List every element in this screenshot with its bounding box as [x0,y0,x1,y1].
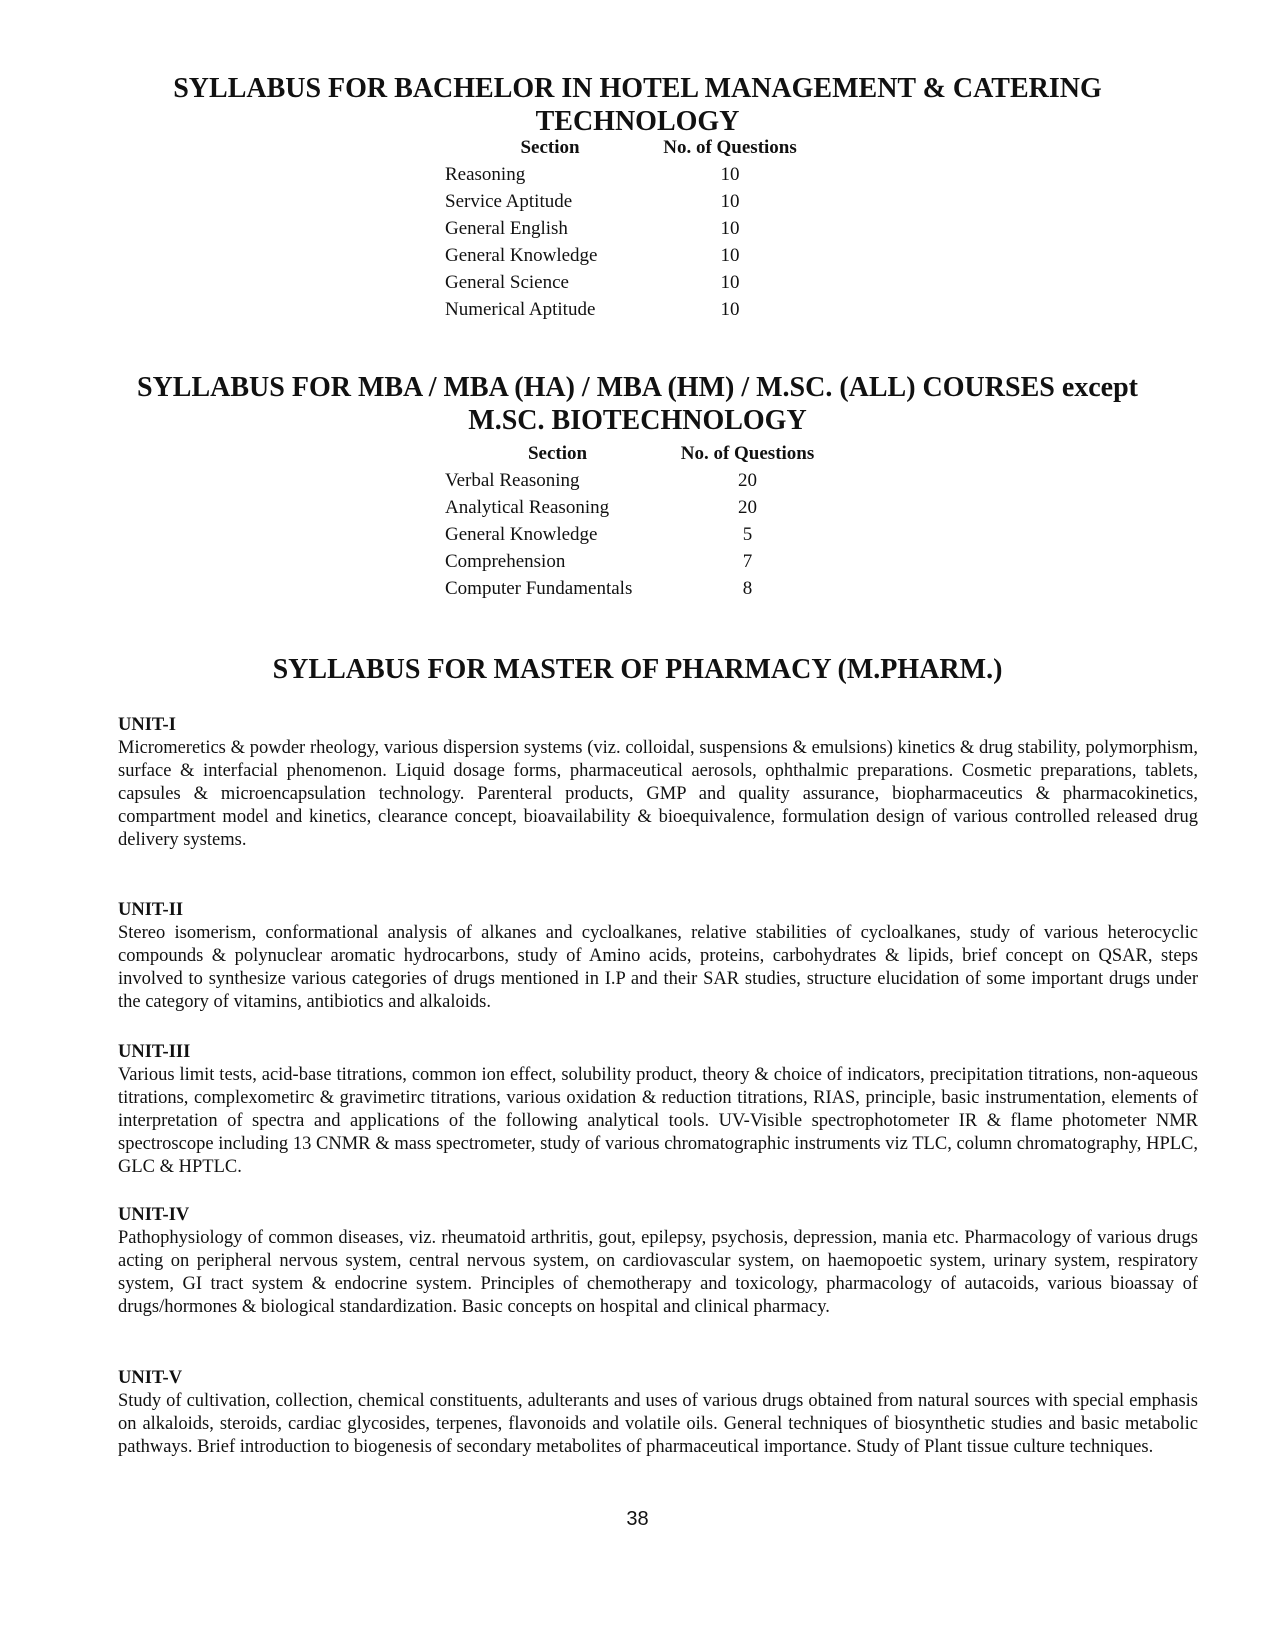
unit-text: Stereo isomerism, conformational analysis of alkanes and cycloalkanes, relative stabilities of cycloalkanes, study of various heterocyclic compounds & polynuclear aromatic hydrocarbons, study of Amino acids, proteins, carbohydrates & lipids, brief concept on QSAR, steps involved to synthesize various categories of drugs mentioned in I.P and their SAR studies, structure elucidation of some important drugs under the category of vitamins, antibiotics and alkaloids. [118,923,1198,1012]
column-header-section: Section [527,443,588,464]
column-header-section: Section [520,137,580,158]
unit-text: Micromeretics & powder rheology, various dispersion systems (viz. colloidal, suspensions & emulsions) kinetics & drug stability, polymorphism, surface & interfacial phenomenon. Liquid dosage forms, pharmaceutical aerosols, ophthalmic preparations. Cosmetic preparations, tablets, capsules & microencapsulation technology. Parenteral products, GMP and quality assurance, biopharmaceutics & pharmacokinetics, compartment model and kinetics, clearance concept, bioavailability & bioequivalence, formulation design of various controlled released drug delivery systems. [118,738,1198,850]
questions-cell: 10 [720,298,740,320]
questions-cell: 5 [742,523,753,545]
unit-heading: UNIT-IV [118,1205,190,1225]
table-row [445,161,805,188]
mba-title-line2: M.SC. BIOTECHNOLOGY [468,405,807,436]
questions-cell: 20 [738,496,757,518]
table-row [445,494,825,521]
bhm-question-table [445,135,805,323]
section-cell: Service Aptitude [445,190,573,212]
column-header-questions: No. of Questions [663,137,797,158]
unit-text: Study of cultivation, collection, chemical constituents, adulterants and uses of various drugs obtained from natural sources with special emphasis on alkaloids, steroids, cardiac glycosides, terpenes, flavonoids and volatile oils. General techniques of biosynthetic studies and basic metabolic pathways. Brief introduction to biogenesis of secondary metabolites of pharmaceutical importance. Study of Plant tissue culture techniques. [118,1391,1198,1457]
section-cell: Computer Fundamentals [445,577,633,599]
questions-cell: 10 [720,217,740,239]
mba-title-line1: SYLLABUS FOR MBA / MBA (HA) / MBA (HM) / M.SC. (ALL) COURSES except [137,372,1138,403]
section-cell: General Knowledge [445,244,598,266]
unit-block-2 [118,899,1198,1014]
mba-title [0,371,1275,437]
bhm-title-line1: SYLLABUS FOR BACHELOR IN HOTEL MANAGEMENT & CATERING [173,73,1102,104]
mba-question-table [445,441,825,602]
unit-text: Various limit tests, acid-base titrations, common ion effect, solubility product, theory & choice of indicators, precipitation titrations, non-aqueous titrations, complexometirc & gravimetirc titrations, various oxidation & reduction titrations, RIAS, principle, basic instrumentation, elements of interpretation of spectra and applications of the following analytical tools. UV-Visible spectrophotometer IR & flame photometer NMR spectroscope including 13 CNMR & mass spectrometer, study of various chromatographic instruments viz TLC, column chromatography, HPLC, GLC & HPTLC. [118,1065,1198,1177]
section-cell: Verbal Reasoning [445,469,580,491]
unit-heading: UNIT-II [118,900,184,920]
section-cell: Analytical Reasoning [445,496,610,518]
page-number: 38 [626,1508,649,1530]
table-row [445,242,805,269]
unit-block-4 [118,1204,1198,1319]
unit-text: Pathophysiology of common diseases, viz. rheumatoid arthritis, gout, epilepsy, psychosis, depression, mania etc. Pharmacology of various drugs acting on peripheral nervous system, central nervous system, on cardiovascular system, on haemopoetic system, urinary system, respiratory system, GI tract system & endocrine system. Principles of chemotherapy and toxicology, pharmacology of autacoids, various bioassay of drugs/hormones & biological standardization. Basic concepts on hospital and clinical pharmacy. [118,1228,1198,1317]
section-cell: Numerical Aptitude [445,298,596,320]
section-cell: General English [445,217,568,239]
table-row [445,548,825,575]
questions-cell: 20 [738,469,757,491]
table-row [445,269,805,296]
unit-heading: UNIT-III [118,1042,191,1062]
unit-block-5 [118,1367,1198,1459]
section-cell: Reasoning [445,163,526,185]
column-header-questions: No. of Questions [680,443,815,464]
table-row [445,467,825,494]
bhm-title-line2: TECHNOLOGY [535,106,740,137]
unit-heading: UNIT-V [118,1368,183,1388]
section-cell: General Knowledge [445,523,598,545]
questions-cell: 10 [720,163,740,185]
mpharm-title: SYLLABUS FOR MASTER OF PHARMACY (M.PHARM.) [272,654,1003,685]
questions-cell: 10 [720,244,740,266]
questions-cell: 10 [720,190,740,212]
section-cell: General Science [445,271,569,293]
table-row [445,215,805,242]
table-row [445,575,825,602]
table-header-row [445,441,825,467]
questions-cell: 7 [742,550,753,572]
unit-heading: UNIT-I [118,715,176,735]
bhm-title [0,72,1275,138]
table-row [445,521,825,548]
unit-block-3 [118,1041,1198,1179]
questions-cell: 8 [742,577,753,599]
section-cell: Comprehension [445,550,566,572]
questions-cell: 10 [720,271,740,293]
table-row [445,296,805,323]
unit-block-1 [118,714,1198,852]
table-header-row [445,135,805,161]
table-row [445,188,805,215]
